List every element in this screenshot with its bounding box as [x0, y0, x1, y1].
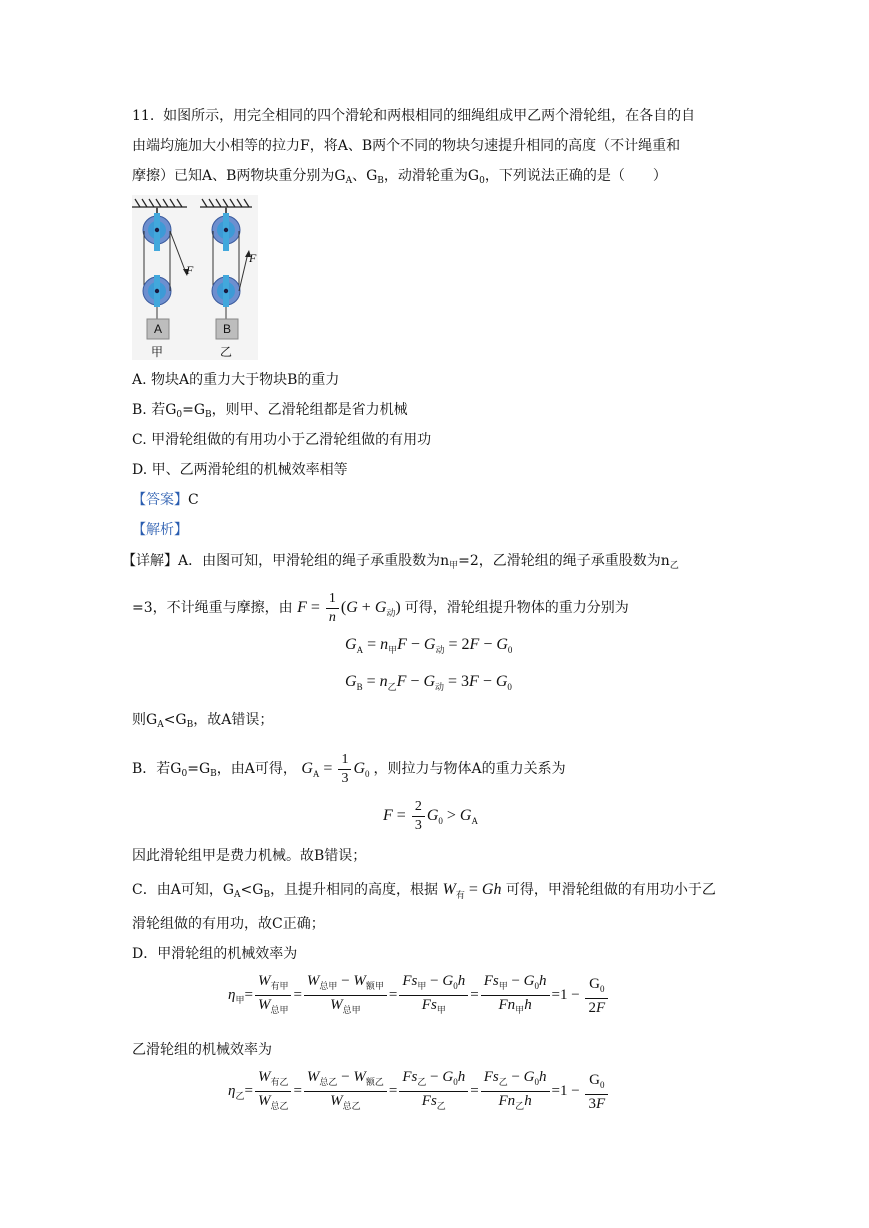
block-a-label: A — [154, 322, 163, 336]
formula-gb: $G_B = n_乙F - G_动 = 3F - G_0$ — [345, 673, 512, 692]
answer-value: C — [188, 492, 199, 508]
option-a — [132, 370, 339, 390]
formula-w-useful: $W_有 = Gh$ — [442, 881, 502, 900]
question-line-1 — [132, 106, 695, 126]
detail-d-line2: 乙滑轮组的机械效率为 — [132, 1042, 272, 1058]
question-text-3a: 摩擦）已知A、B两物块重分别为G — [132, 168, 346, 184]
c1b: ，且提升相同的高度，根据 — [270, 882, 439, 898]
option-d-text: D. 甲、乙两滑轮组的机械效率相等 — [132, 462, 348, 478]
detail-tag: 【详解】 — [122, 553, 178, 569]
formula-ga-third: $G_A$ = $\frac{1}{3}$ $G_0$ — [301, 752, 370, 786]
force-label-right: F — [249, 251, 257, 265]
c1c: 可得，甲滑轮组做的有用功小于乙 — [505, 882, 716, 898]
a-concl-s1: A — [157, 720, 164, 730]
sub-0: 0 — [479, 176, 485, 186]
option-a-text: A. 物块A的重力大于物块B的重力 — [132, 372, 340, 388]
formula-f-vs-ga: F = $\frac{2}{3}$ $G_0 > G_A$ — [383, 799, 478, 833]
question-line-3 — [132, 166, 667, 191]
option-c — [132, 430, 431, 450]
detail-a-line1 — [122, 551, 679, 576]
pulley-figure — [132, 195, 258, 360]
question-text-1: 如图所示，用完全相同的四个滑轮和两根相同的细绳组成甲乙两个滑轮组，在各自的自 — [163, 108, 696, 124]
option-d — [132, 460, 348, 480]
caption-jia: 甲 — [151, 345, 164, 359]
question-text-3c: ，动滑轮重为G — [383, 168, 480, 184]
detail-b-conclusion: 因此滑轮组甲是费力机械。故B错误； — [132, 848, 367, 864]
option-b-post: ，则甲、乙滑轮组都是省力机械 — [211, 402, 408, 418]
c1-s2: B — [263, 890, 271, 900]
b1b: ，由A可得， — [216, 761, 297, 778]
a-concl-post: ，故A错误； — [193, 712, 274, 728]
b1c: ，则拉力与物体A的重力关系为 — [373, 761, 566, 778]
option-b-pre: B. 若G — [132, 402, 177, 418]
detail-a1b: =2，乙滑轮组的绳子承重股数为n — [458, 553, 670, 569]
pulley-diagram — [132, 195, 258, 360]
a-concl-s2: B — [186, 720, 194, 730]
question-text-2: 由端均施加大小相等的拉力F，将A、B两个不同的物块匀速提升相同的高度（不计绳重和 — [132, 138, 681, 154]
option-b — [132, 400, 408, 425]
option-b-mid: =G — [182, 402, 206, 418]
detail-a2b: 可得，滑轮组提升物体的重力分别为 — [404, 600, 629, 617]
c1-s1: A — [234, 890, 241, 900]
question-line-2 — [132, 136, 680, 156]
b1-s1: 0 — [181, 769, 188, 780]
formula-eta-jia: $\eta_甲=$ $\frac{W_{有甲}}{W_{总甲}}$ = $\frac{W_{总甲} - W_{额甲}}{W_{总甲}}$ = $\frac{Fs_甲 - G_0h}{Fs_甲}$ = $\frac{Fs_甲 - G_0h}{Fn_甲h}$ =1 − $\frac{G_0}{2F}$ — [228, 972, 610, 1019]
answer-line — [132, 490, 199, 510]
detail-c-line2: 滑轮组做的有用功，故C正确； — [132, 916, 325, 932]
formula-ga: $G_A = n_甲F - G_动 = 2F - G_0$ — [345, 636, 513, 655]
force-label-left: F — [186, 263, 194, 277]
detail-a-conclusion — [132, 710, 273, 735]
detail-c-line1 — [132, 880, 716, 905]
formula-eta-yi: $\eta_乙=$ $\frac{W_{有乙}}{W_{总乙}}$ = $\frac{W_{总乙} - W_{额乙}}{W_{总乙}}$ = $\frac{Fs_乙 - G_0h}{Fs_乙}$ = $\frac{Fs_乙 - G_0h}{Fn_乙h}$ =1 − $\frac{G_0}{3F}$ — [228, 1068, 610, 1115]
block-b-label: B — [223, 322, 232, 336]
b1-s2: B — [210, 769, 217, 780]
analysis-tag: 【解析】 — [132, 522, 188, 538]
sub-a: A — [345, 176, 353, 186]
detail-a1b-sub: 乙 — [669, 561, 679, 571]
question-text-3d: ，下列说法正确的是（ ） — [484, 168, 667, 184]
c1-mid: <G — [240, 882, 264, 898]
option-c-text: C. 甲滑轮组做的有用功小于乙滑轮组做的有用功 — [132, 432, 432, 448]
caption-yi: 乙 — [220, 345, 233, 359]
answer-tag: 【答案】 — [132, 492, 188, 508]
detail-b-line1 — [132, 751, 566, 788]
detail-a1: A．由图可知，甲滑轮组的绳子承重股数为n — [178, 553, 450, 569]
b1a: B．若G — [132, 761, 182, 778]
question-number: 11. — [132, 108, 155, 124]
b1-mid: =G — [187, 761, 211, 778]
a-concl-mid: <G — [163, 712, 187, 728]
detail-a2a: =3，不计绳重与摩擦，由 — [132, 600, 293, 617]
a-concl-pre: 则G — [132, 712, 158, 728]
option-b-sub2: B — [205, 410, 212, 420]
c1a: C．由A可知，G — [132, 882, 235, 898]
question-text-3b: 、G — [352, 168, 378, 184]
sub-b: B — [377, 176, 384, 186]
option-b-sub1: 0 — [176, 410, 183, 420]
detail-d-line1: D．甲滑轮组的机械效率为 — [132, 946, 298, 962]
detail-a1-sub: 甲 — [449, 561, 459, 571]
detail-a-line2 — [132, 590, 629, 627]
formula-f-general: F = $\frac{1}{n}$ $(G + G_动)$ — [297, 591, 405, 625]
